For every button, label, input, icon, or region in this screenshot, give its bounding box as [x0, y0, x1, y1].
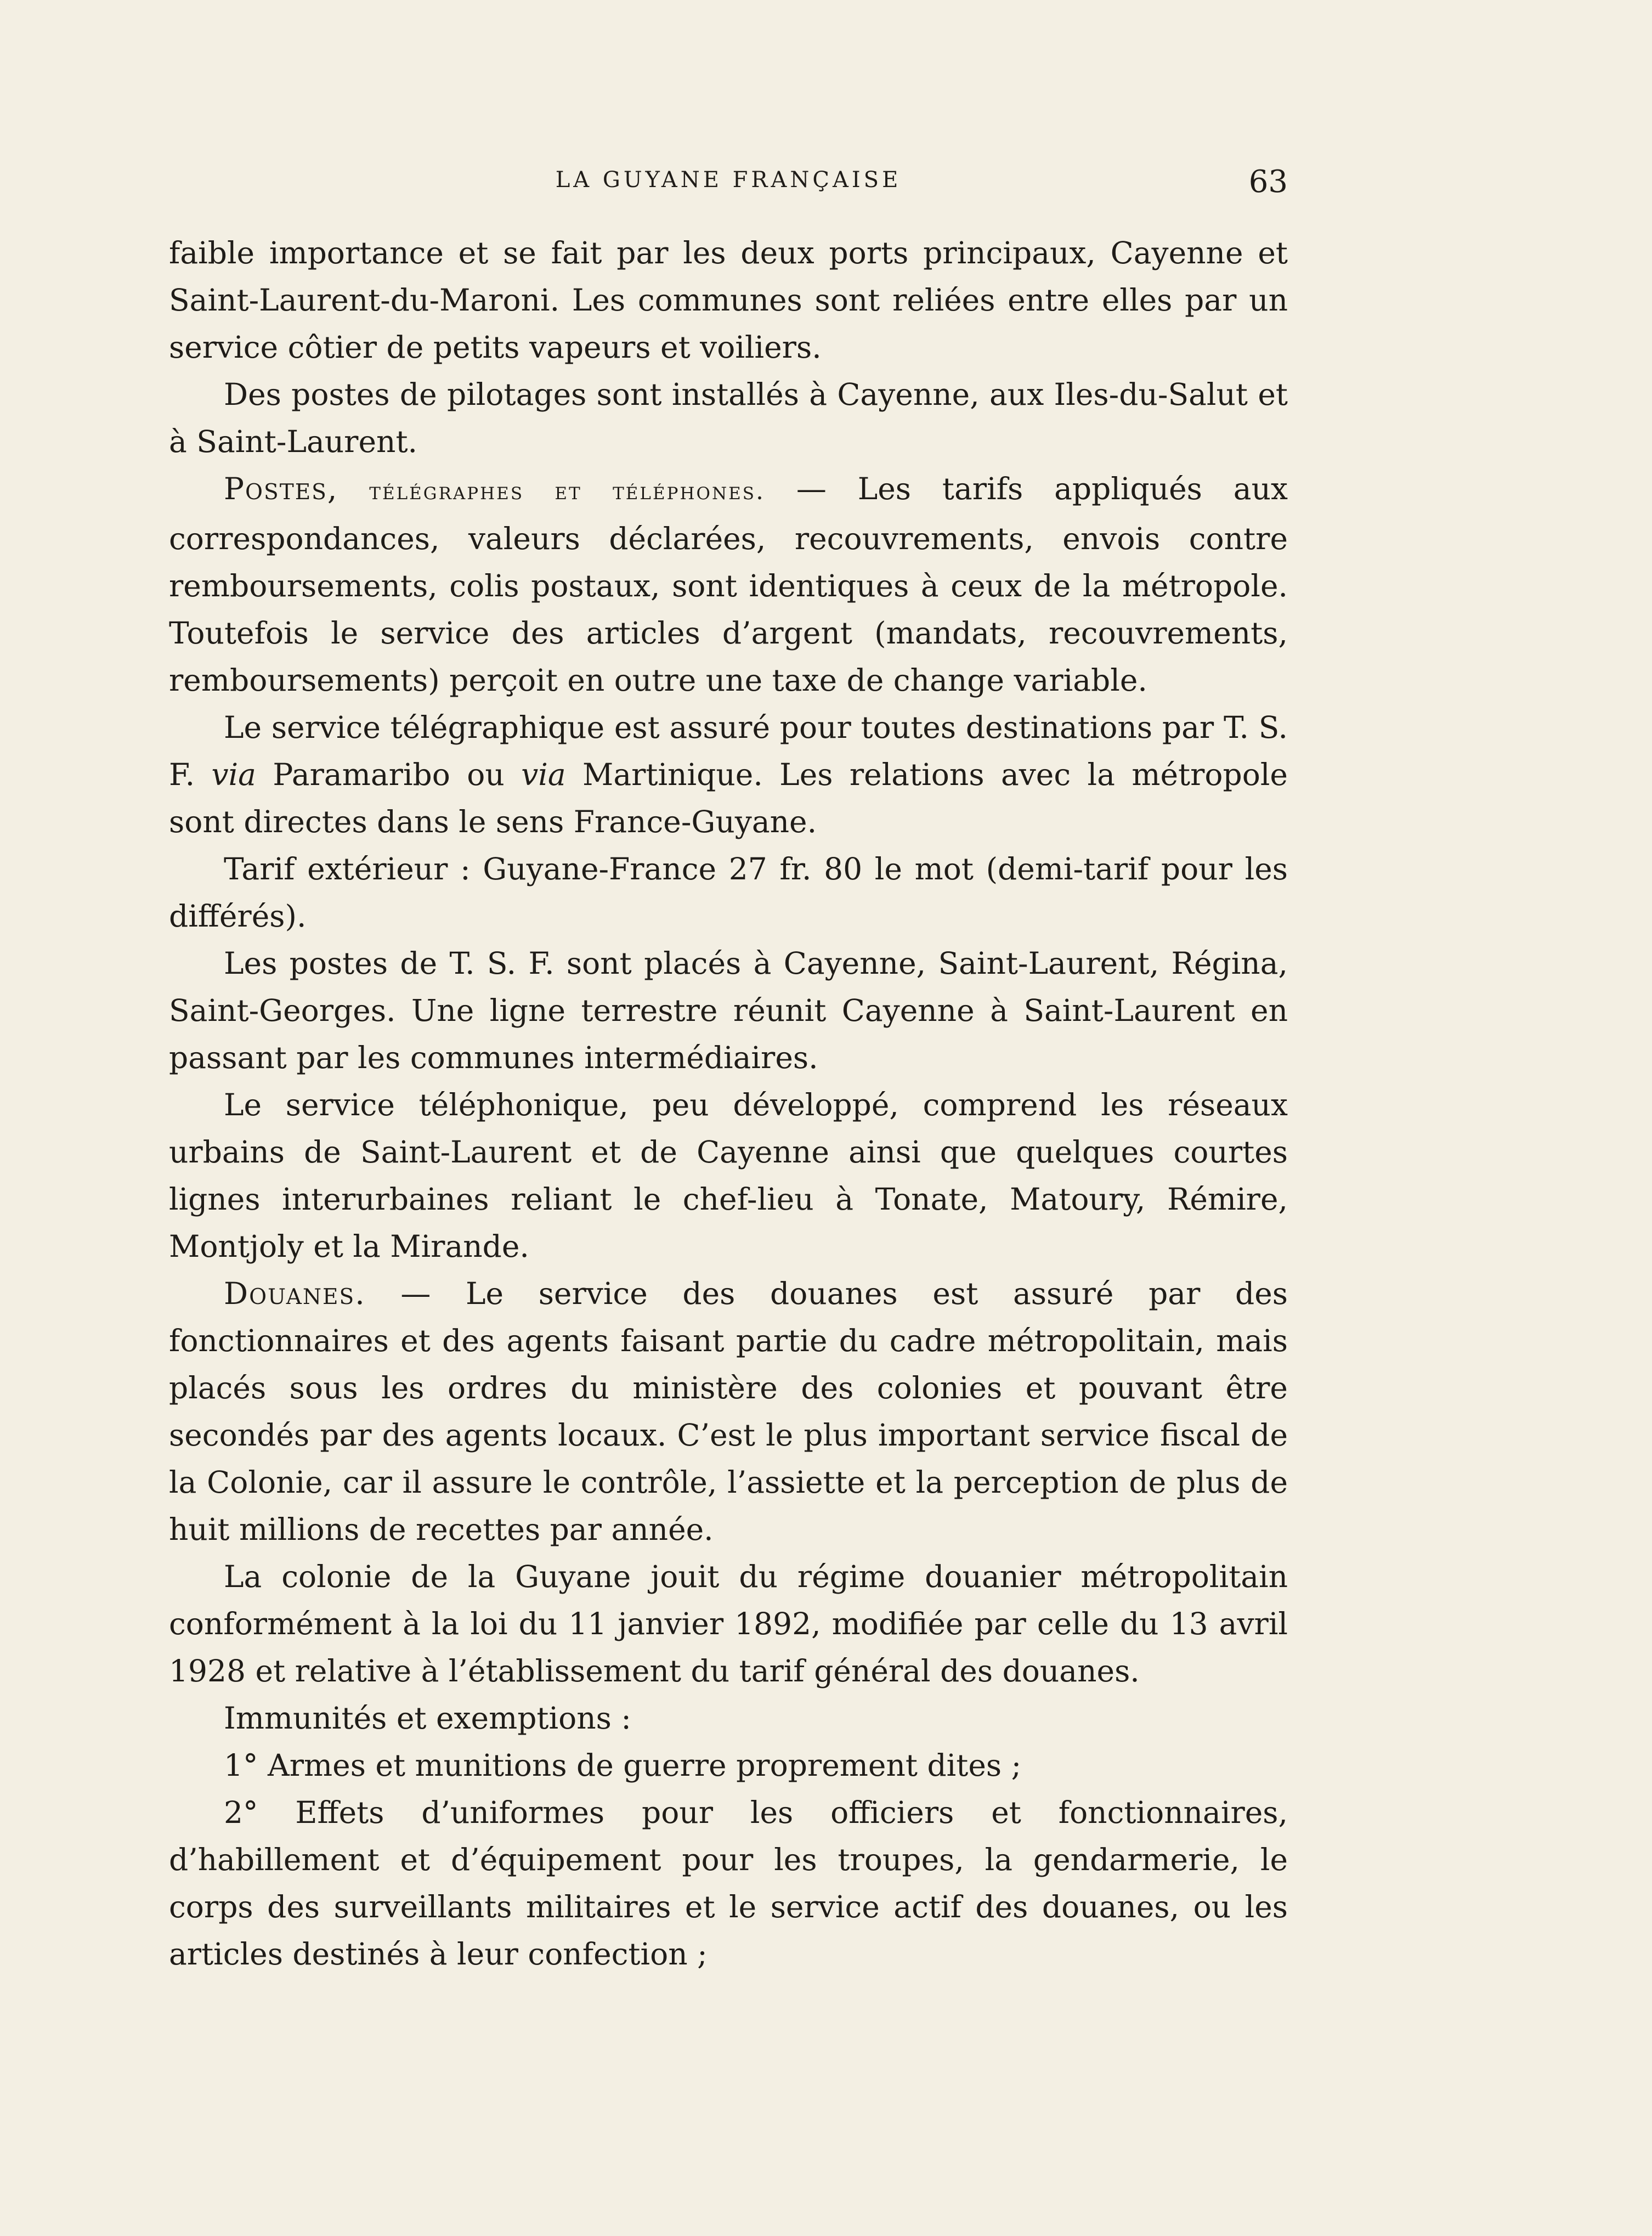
list-item-armes — [169, 1742, 1288, 1789]
paragraph-ports — [169, 229, 1288, 371]
paragraph-telephone — [169, 1081, 1288, 1270]
paragraph-pilotage — [169, 371, 1288, 465]
paragraph-text: 1° Armes et munitions de guerre proprement dites ; — [224, 1748, 1022, 1783]
paragraph-text: faible importance et se fait par les deux ports principaux, Cayenne et Saint-Laurent-du-Maroni. Les communes sont reliées entre elles par un service côtier de petits vapeurs et voiliers. — [169, 235, 1288, 365]
paragraph-text: Martinique. Les relations avec la métropole sont directes dans le sens France-Guyane. — [169, 757, 1288, 839]
list-item-effets — [169, 1789, 1288, 1978]
paragraph-text: La colonie de la Guyane jouit du régime douanier métropolitain conformément à la loi du 11 janvier 1892, modifiée par celle du 13 avril 1928 et relative à l’établissement du tarif général des douanes. — [169, 1559, 1288, 1689]
paragraph-text: Le service téléphonique, peu développé, comprend les réseaux urbains de Saint-Laurent et de Cayenne ainsi que quelques courtes lignes interurbaines reliant le chef-lieu à Tonate, Matoury, Rémire, Montjoly et la Mirande. — [169, 1087, 1288, 1264]
section-heading-postes: Postes, — [224, 471, 338, 506]
paragraph-text: Paramaribo ou — [256, 757, 522, 792]
paragraph-postes-tsf — [169, 940, 1288, 1081]
running-head — [169, 164, 1288, 206]
paragraph-text: Des postes de pilotages sont installés à Cayenne, aux Iles-du-Salut et à Saint-Laurent. — [169, 377, 1288, 459]
paragraph-regime — [169, 1553, 1288, 1695]
paragraph-douanes — [169, 1270, 1288, 1553]
paragraph-text: Le service télégraphique est assuré pour toutes destinations par T. S. F. — [169, 710, 1288, 792]
italic-via: via — [521, 757, 566, 792]
paragraph-text: Tarif extérieur : Guyane-France 27 fr. 80 le mot (demi-tarif pour les différés). — [169, 851, 1288, 934]
paragraph-postes — [169, 465, 1288, 704]
page-number: 63 — [1248, 164, 1288, 200]
italic-via: via — [211, 757, 256, 792]
running-title: LA GUYANE FRANÇAISE — [555, 167, 902, 193]
section-heading-douanes: Douanes. — [224, 1276, 366, 1311]
body-text — [169, 229, 1288, 1978]
paragraph-text: — Le service des douanes est assuré par des fonctionnaires et des agents faisant partie du cadre métropolitain, mais placés sous les ordres du ministère des colonies et pouvant être secondés par des agents locaux. C’est le plus important service fiscal de la Colonie, car il assure le contrôle, l’assiette et la perception de plus de huit millions de recettes par année. — [169, 1276, 1288, 1547]
paragraph-text: 2° Effets d’uniformes pour les officiers et fonctionnaires, d’habillement et d’équipement pour les troupes, la gendarmerie, le corps des surveillants militaires et le service actif des douanes, ou les articles destinés à leur confection ; — [169, 1795, 1288, 1972]
paragraph-text: — Les tarifs appliqués aux correspondances, valeurs déclarées, recouvrements, envois contre remboursements, colis postaux, sont identiques à ceux de la métropole. Toutefois le service des articles d’argent (mandats, recouvrements, remboursements) perçoit en outre une taxe de change variable. — [169, 471, 1288, 698]
paragraph-immunites — [169, 1695, 1288, 1742]
section-heading-telegraphes: télégraphes et téléphones. — [369, 477, 765, 505]
paragraph-text: Les postes de T. S. F. sont placés à Cayenne, Saint-Laurent, Régina, Saint-Georges. Une ligne terrestre réunit Cayenne à Saint-Laurent en passant par les communes intermédiaires. — [169, 946, 1288, 1075]
paragraph-text: Immunités et exemptions : — [224, 1701, 631, 1736]
paragraph-telegraphe — [169, 704, 1288, 845]
paragraph-tarif — [169, 845, 1288, 940]
